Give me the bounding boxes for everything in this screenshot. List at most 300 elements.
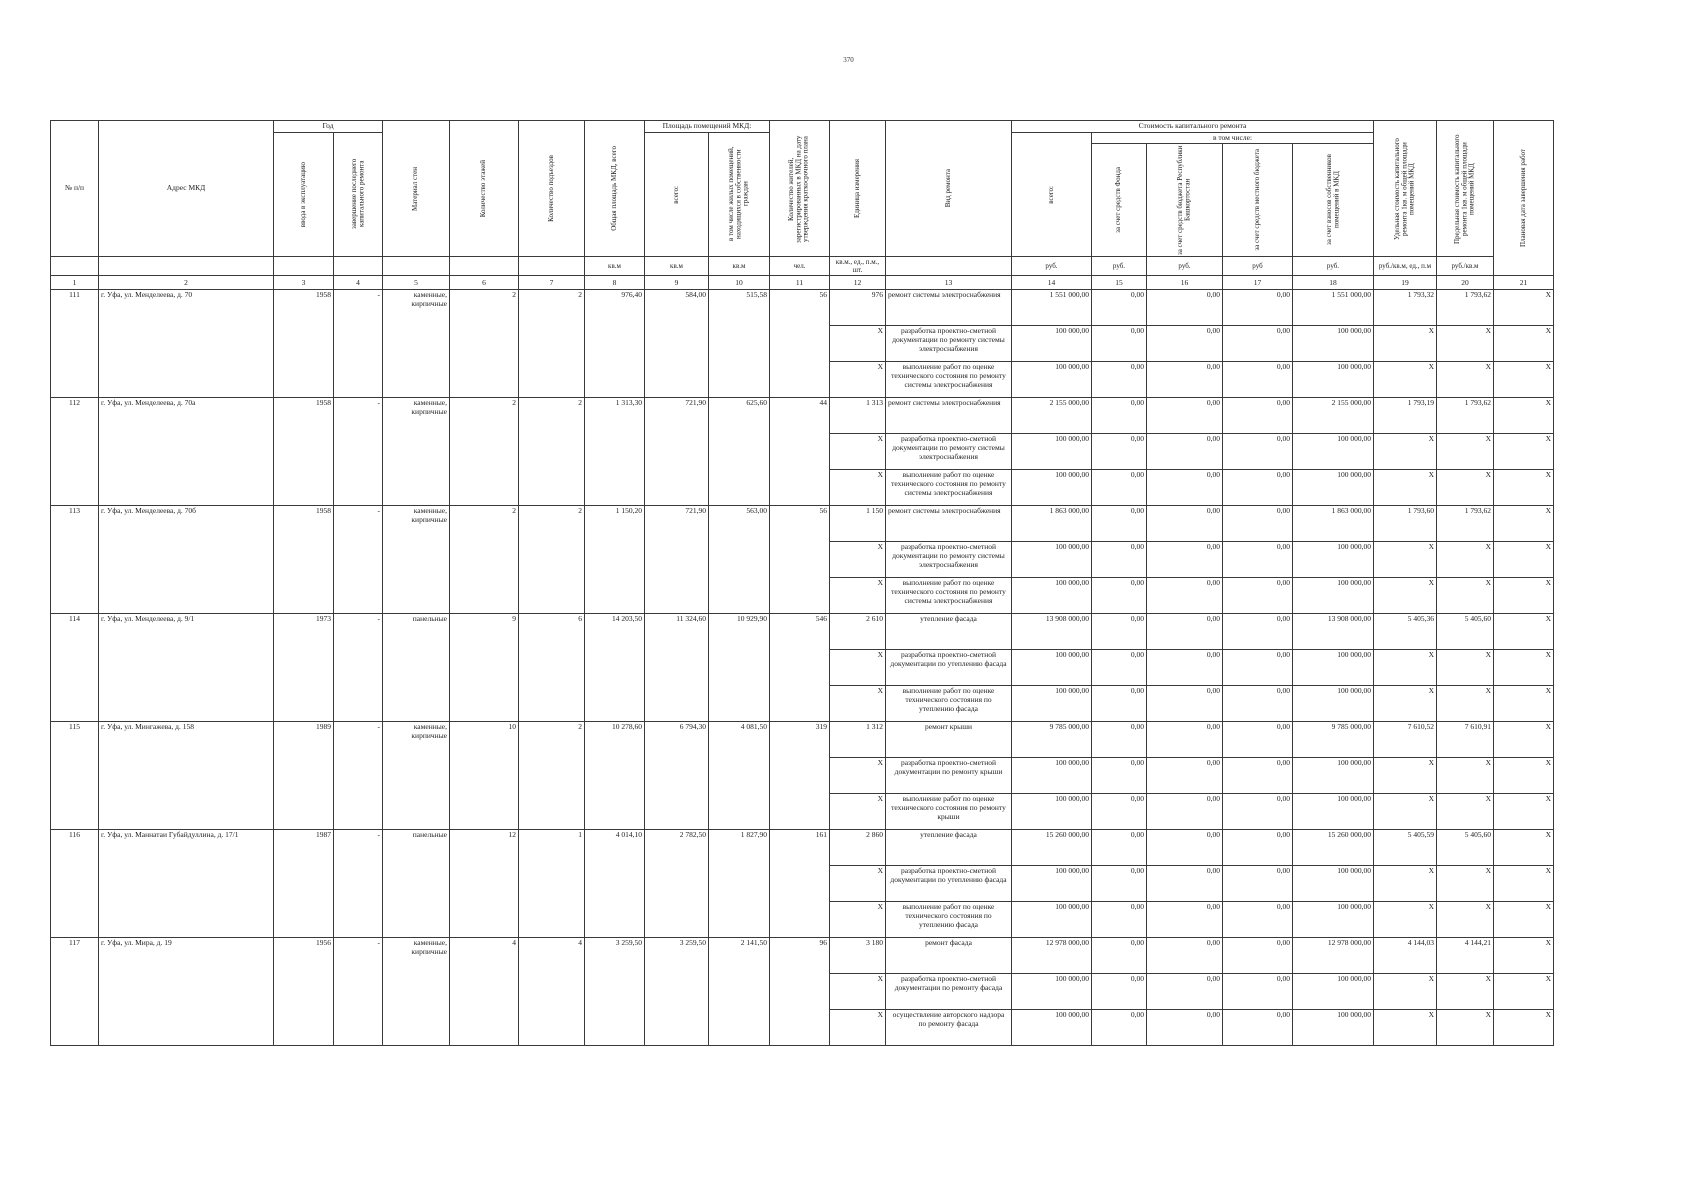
cost-local: 0,00 bbox=[1223, 398, 1293, 434]
cost-local: 0,00 bbox=[1223, 794, 1293, 830]
floors-count: 10 bbox=[450, 722, 519, 830]
repair-type: разработка проектно-сметной документации по ремонту крыши bbox=[886, 758, 1012, 794]
measure-value: X bbox=[830, 794, 886, 830]
measure-value: 3 180 bbox=[830, 938, 886, 974]
limit-cost: X bbox=[1437, 866, 1494, 902]
header-cost-group: Стоимость капитального ремонта bbox=[1012, 121, 1374, 133]
limit-cost: X bbox=[1437, 902, 1494, 938]
column-number: 13 bbox=[886, 276, 1012, 290]
cost-local: 0,00 bbox=[1223, 758, 1293, 794]
year-commission: 1958 bbox=[274, 398, 334, 506]
year-commission: 1989 bbox=[274, 722, 334, 830]
page-number: 370 bbox=[843, 56, 854, 64]
cost-total: 100 000,00 bbox=[1012, 794, 1092, 830]
measure-value: X bbox=[830, 974, 886, 1010]
wall-material: каменные, кирпичные bbox=[383, 398, 450, 506]
cost-owners: 1 863 000,00 bbox=[1293, 506, 1374, 542]
capital-repair-table bbox=[50, 120, 1554, 1046]
repair-type: выполнение работ по оценке технического состояния по ремонту системы электроснабжения bbox=[886, 578, 1012, 614]
header-floors: Количество этажей bbox=[450, 121, 519, 257]
unit-cost-local: руб bbox=[1223, 257, 1293, 276]
cost-total: 100 000,00 bbox=[1012, 542, 1092, 578]
column-number: 12 bbox=[830, 276, 886, 290]
repair-type: ремонт системы электроснабжения bbox=[886, 290, 1012, 326]
area-all: 721,90 bbox=[645, 398, 709, 506]
completion-date: X bbox=[1494, 974, 1554, 1010]
year-last-repair: - bbox=[334, 290, 383, 398]
repair-type: разработка проектно-сметной документации по ремонту системы электроснабжения bbox=[886, 326, 1012, 362]
cost-fund: 0,00 bbox=[1092, 722, 1147, 758]
year-last-repair: - bbox=[334, 722, 383, 830]
cost-total: 12 978 000,00 bbox=[1012, 938, 1092, 974]
completion-date: X bbox=[1494, 290, 1554, 326]
area-owned: 1 827,90 bbox=[709, 830, 770, 938]
repair-type: разработка проектно-сметной документации по утеплению фасада bbox=[886, 866, 1012, 902]
row-number: 117 bbox=[51, 938, 99, 1046]
cost-owners: 15 260 000,00 bbox=[1293, 830, 1374, 866]
cost-owners: 100 000,00 bbox=[1293, 542, 1374, 578]
cost-republic: 0,00 bbox=[1147, 326, 1223, 362]
cost-republic: 0,00 bbox=[1147, 398, 1223, 434]
cost-owners: 100 000,00 bbox=[1293, 434, 1374, 470]
completion-date: X bbox=[1494, 722, 1554, 758]
row-number: 112 bbox=[51, 398, 99, 506]
measure-value: X bbox=[830, 686, 886, 722]
column-number: 8 bbox=[585, 276, 645, 290]
area-owned: 563,00 bbox=[709, 506, 770, 614]
cost-republic: 0,00 bbox=[1147, 974, 1223, 1010]
column-number: 20 bbox=[1437, 276, 1494, 290]
specific-cost: X bbox=[1374, 542, 1437, 578]
cost-owners: 100 000,00 bbox=[1293, 866, 1374, 902]
total-area: 976,40 bbox=[585, 290, 645, 398]
cost-fund: 0,00 bbox=[1092, 506, 1147, 542]
cost-fund: 0,00 bbox=[1092, 686, 1147, 722]
area-all: 6 794,30 bbox=[645, 722, 709, 830]
cost-total: 100 000,00 bbox=[1012, 578, 1092, 614]
completion-date: X bbox=[1494, 902, 1554, 938]
completion-date: X bbox=[1494, 650, 1554, 686]
cost-fund: 0,00 bbox=[1092, 902, 1147, 938]
cost-local: 0,00 bbox=[1223, 290, 1293, 326]
cost-local: 0,00 bbox=[1223, 722, 1293, 758]
measure-value: X bbox=[830, 866, 886, 902]
residents-count: 161 bbox=[770, 830, 830, 938]
cost-total: 1 551 000,00 bbox=[1012, 290, 1092, 326]
specific-cost: X bbox=[1374, 470, 1437, 506]
cost-fund: 0,00 bbox=[1092, 938, 1147, 974]
cost-republic: 0,00 bbox=[1147, 722, 1223, 758]
measure-value: 1 313 bbox=[830, 398, 886, 434]
cost-owners: 100 000,00 bbox=[1293, 326, 1374, 362]
measure-value: X bbox=[830, 542, 886, 578]
repair-type: разработка проектно-сметной документации по ремонту фасада bbox=[886, 974, 1012, 1010]
entrances-count: 4 bbox=[519, 938, 585, 1046]
measure-value: X bbox=[830, 758, 886, 794]
repair-type: выполнение работ по оценке технического состояния по ремонту крыши bbox=[886, 794, 1012, 830]
entrances-count: 6 bbox=[519, 614, 585, 722]
specific-cost: X bbox=[1374, 974, 1437, 1010]
building-address: г. Уфа, ул. Менделеева, д. 70 bbox=[99, 290, 274, 398]
limit-cost: X bbox=[1437, 974, 1494, 1010]
cost-owners: 100 000,00 bbox=[1293, 794, 1374, 830]
repair-type: разработка проектно-сметной документации по утеплению фасада bbox=[886, 650, 1012, 686]
residents-count: 44 bbox=[770, 398, 830, 506]
column-number: 6 bbox=[450, 276, 519, 290]
year-last-repair: - bbox=[334, 938, 383, 1046]
limit-cost: 4 144,21 bbox=[1437, 938, 1494, 974]
entrances-count: 2 bbox=[519, 506, 585, 614]
column-number: 21 bbox=[1494, 276, 1554, 290]
measure-value: X bbox=[830, 902, 886, 938]
column-number: 2 bbox=[99, 276, 274, 290]
cost-total: 100 000,00 bbox=[1012, 326, 1092, 362]
limit-cost: X bbox=[1437, 470, 1494, 506]
cost-owners: 100 000,00 bbox=[1293, 902, 1374, 938]
table-row bbox=[51, 506, 1554, 542]
column-number: 18 bbox=[1293, 276, 1374, 290]
cost-local: 0,00 bbox=[1223, 866, 1293, 902]
cost-republic: 0,00 bbox=[1147, 614, 1223, 650]
row-number: 114 bbox=[51, 614, 99, 722]
cost-owners: 9 785 000,00 bbox=[1293, 722, 1374, 758]
building-address: г. Уфа, ул. Менделеева, д. 70а bbox=[99, 398, 274, 506]
completion-date: X bbox=[1494, 686, 1554, 722]
completion-date: X bbox=[1494, 614, 1554, 650]
residents-count: 319 bbox=[770, 722, 830, 830]
cost-republic: 0,00 bbox=[1147, 866, 1223, 902]
floors-count: 2 bbox=[450, 290, 519, 398]
specific-cost: X bbox=[1374, 434, 1437, 470]
cost-fund: 0,00 bbox=[1092, 830, 1147, 866]
specific-cost: 4 144,03 bbox=[1374, 938, 1437, 974]
specific-cost: 1 793,32 bbox=[1374, 290, 1437, 326]
column-number: 4 bbox=[334, 276, 383, 290]
measure-value: 976 bbox=[830, 290, 886, 326]
cost-owners: 100 000,00 bbox=[1293, 650, 1374, 686]
total-area: 1 150,20 bbox=[585, 506, 645, 614]
header-repair-type: Вид ремонта bbox=[886, 121, 1012, 257]
specific-cost: 5 405,59 bbox=[1374, 830, 1437, 866]
completion-date: X bbox=[1494, 434, 1554, 470]
header-completion-date: Плановая дата завершения работ bbox=[1494, 121, 1554, 276]
cost-republic: 0,00 bbox=[1147, 470, 1223, 506]
cost-republic: 0,00 bbox=[1147, 938, 1223, 974]
area-all: 2 782,50 bbox=[645, 830, 709, 938]
repair-type: ремонт фасада bbox=[886, 938, 1012, 974]
limit-cost: X bbox=[1437, 650, 1494, 686]
unit-cost-owners: руб. bbox=[1293, 257, 1374, 276]
area-all: 584,00 bbox=[645, 290, 709, 398]
column-number: 15 bbox=[1092, 276, 1147, 290]
residents-count: 96 bbox=[770, 938, 830, 1046]
specific-cost: 5 405,36 bbox=[1374, 614, 1437, 650]
specific-cost: X bbox=[1374, 362, 1437, 398]
cost-total: 100 000,00 bbox=[1012, 650, 1092, 686]
limit-cost: 1 793,62 bbox=[1437, 506, 1494, 542]
row-number: 113 bbox=[51, 506, 99, 614]
unit-cost-republic: руб. bbox=[1147, 257, 1223, 276]
cost-fund: 0,00 bbox=[1092, 542, 1147, 578]
completion-date: X bbox=[1494, 1010, 1554, 1046]
limit-cost: X bbox=[1437, 758, 1494, 794]
header-area-all: всего: bbox=[645, 132, 709, 257]
year-last-repair: - bbox=[334, 830, 383, 938]
measure-value: 2 860 bbox=[830, 830, 886, 866]
wall-material: каменные, кирпичные bbox=[383, 506, 450, 614]
completion-date: X bbox=[1494, 578, 1554, 614]
cost-local: 0,00 bbox=[1223, 542, 1293, 578]
limit-cost: X bbox=[1437, 794, 1494, 830]
header-cost-fund: за счет средств Фонда bbox=[1092, 144, 1147, 257]
year-last-repair: - bbox=[334, 398, 383, 506]
residents-count: 56 bbox=[770, 290, 830, 398]
cost-local: 0,00 bbox=[1223, 902, 1293, 938]
wall-material: панельные bbox=[383, 614, 450, 722]
cost-fund: 0,00 bbox=[1092, 362, 1147, 398]
cost-total: 100 000,00 bbox=[1012, 686, 1092, 722]
cost-owners: 2 155 000,00 bbox=[1293, 398, 1374, 434]
cost-republic: 0,00 bbox=[1147, 686, 1223, 722]
total-area: 14 203,50 bbox=[585, 614, 645, 722]
cost-total: 15 260 000,00 bbox=[1012, 830, 1092, 866]
cost-republic: 0,00 bbox=[1147, 650, 1223, 686]
specific-cost: X bbox=[1374, 326, 1437, 362]
cost-total: 100 000,00 bbox=[1012, 974, 1092, 1010]
cost-owners: 100 000,00 bbox=[1293, 758, 1374, 794]
table-body bbox=[51, 290, 1554, 1046]
cost-owners: 100 000,00 bbox=[1293, 686, 1374, 722]
header-cost-owners: за счет взносов собственников помещений в МКД bbox=[1293, 144, 1374, 257]
cost-local: 0,00 bbox=[1223, 686, 1293, 722]
repair-type: разработка проектно-сметной документации по ремонту системы электроснабжения bbox=[886, 434, 1012, 470]
building-address: г. Уфа, ул. Мингажева, д. 158 bbox=[99, 722, 274, 830]
cost-total: 100 000,00 bbox=[1012, 1010, 1092, 1046]
limit-cost: 7 610,91 bbox=[1437, 722, 1494, 758]
year-commission: 1956 bbox=[274, 938, 334, 1046]
cost-local: 0,00 bbox=[1223, 1010, 1293, 1046]
entrances-count: 2 bbox=[519, 290, 585, 398]
cost-total: 13 908 000,00 bbox=[1012, 614, 1092, 650]
column-number: 11 bbox=[770, 276, 830, 290]
specific-cost: 7 610,52 bbox=[1374, 722, 1437, 758]
repair-type: выполнение работ по оценке технического состояния по ремонту системы электроснабжения bbox=[886, 470, 1012, 506]
cost-owners: 1 551 000,00 bbox=[1293, 290, 1374, 326]
column-number: 16 bbox=[1147, 276, 1223, 290]
cost-fund: 0,00 bbox=[1092, 398, 1147, 434]
cost-owners: 12 978 000,00 bbox=[1293, 938, 1374, 974]
limit-cost: 5 405,60 bbox=[1437, 614, 1494, 650]
header-cost-local: за счет средств местного бюджета bbox=[1223, 144, 1293, 257]
wall-material: каменные, кирпичные bbox=[383, 938, 450, 1046]
header-including: в том числе: bbox=[1092, 132, 1374, 144]
cost-republic: 0,00 bbox=[1147, 1010, 1223, 1046]
unit-specific: руб./кв.м, ед., п.м bbox=[1374, 257, 1437, 276]
repair-type: ремонт системы электроснабжения bbox=[886, 506, 1012, 542]
completion-date: X bbox=[1494, 362, 1554, 398]
cost-republic: 0,00 bbox=[1147, 830, 1223, 866]
building-address: г. Уфа, ул. Менделеева, д. 9/1 bbox=[99, 614, 274, 722]
total-area: 3 259,50 bbox=[585, 938, 645, 1046]
limit-cost: X bbox=[1437, 542, 1494, 578]
header-specific-cost: Удельная стоимость капитального ремонта 1кв. м общей площади помещений МКД bbox=[1374, 121, 1437, 257]
cost-owners: 100 000,00 bbox=[1293, 1010, 1374, 1046]
wall-material: каменные, кирпичные bbox=[383, 290, 450, 398]
cost-fund: 0,00 bbox=[1092, 1010, 1147, 1046]
measure-value: X bbox=[830, 326, 886, 362]
building-address: г. Уфа, ул. Менделеева, д. 70б bbox=[99, 506, 274, 614]
header-cost-republic: за счет средств бюджета Республики Башкортостан bbox=[1147, 144, 1223, 257]
header-year-group: Год bbox=[274, 121, 383, 133]
completion-date: X bbox=[1494, 470, 1554, 506]
cost-local: 0,00 bbox=[1223, 470, 1293, 506]
header-total-area: Общая площадь МКД, всего bbox=[585, 121, 645, 257]
completion-date: X bbox=[1494, 794, 1554, 830]
table-row bbox=[51, 614, 1554, 650]
repair-type: выполнение работ по оценке технического состояния по утеплению фасада bbox=[886, 902, 1012, 938]
area-owned: 2 141,50 bbox=[709, 938, 770, 1046]
area-owned: 4 081,50 bbox=[709, 722, 770, 830]
header-residents: Количество жителей, зарегистрированных в МКД на дату утверждения краткосрочного плана bbox=[770, 121, 830, 257]
table-row bbox=[51, 398, 1554, 434]
year-last-repair: - bbox=[334, 506, 383, 614]
column-number: 14 bbox=[1012, 276, 1092, 290]
unit-cost-total: руб. bbox=[1012, 257, 1092, 276]
residents-count: 546 bbox=[770, 614, 830, 722]
entrances-count: 1 bbox=[519, 830, 585, 938]
area-owned: 625,60 bbox=[709, 398, 770, 506]
repair-type: утепление фасада bbox=[886, 614, 1012, 650]
specific-cost: X bbox=[1374, 902, 1437, 938]
completion-date: X bbox=[1494, 938, 1554, 974]
unit-residents: чел. bbox=[770, 257, 830, 276]
limit-cost: 5 405,60 bbox=[1437, 830, 1494, 866]
cost-owners: 100 000,00 bbox=[1293, 470, 1374, 506]
column-number: 5 bbox=[383, 276, 450, 290]
cost-owners: 100 000,00 bbox=[1293, 974, 1374, 1010]
header-wall-material: Материал стен bbox=[383, 121, 450, 257]
units-row bbox=[51, 257, 1554, 276]
table-row bbox=[51, 938, 1554, 974]
measure-value: X bbox=[830, 650, 886, 686]
header-num: № п/п bbox=[51, 121, 99, 257]
table-row bbox=[51, 830, 1554, 866]
unit-area-owned: кв.м bbox=[709, 257, 770, 276]
cost-owners: 100 000,00 bbox=[1293, 362, 1374, 398]
wall-material: панельные bbox=[383, 830, 450, 938]
cost-republic: 0,00 bbox=[1147, 902, 1223, 938]
column-number: 17 bbox=[1223, 276, 1293, 290]
building-address: г. Уфа, ул. Маннатаи Губайдуллина, д. 17/1 bbox=[99, 830, 274, 938]
column-number: 1 bbox=[51, 276, 99, 290]
cost-fund: 0,00 bbox=[1092, 290, 1147, 326]
floors-count: 9 bbox=[450, 614, 519, 722]
column-number: 19 bbox=[1374, 276, 1437, 290]
header-limit-cost: Предельная стоимость капитального ремонта 1кв. м общей площади помещений МКД bbox=[1437, 121, 1494, 257]
cost-total: 2 155 000,00 bbox=[1012, 398, 1092, 434]
building-address: г. Уфа, ул. Мира, д. 19 bbox=[99, 938, 274, 1046]
area-all: 3 259,50 bbox=[645, 938, 709, 1046]
year-last-repair: - bbox=[334, 614, 383, 722]
cost-local: 0,00 bbox=[1223, 578, 1293, 614]
cost-fund: 0,00 bbox=[1092, 650, 1147, 686]
year-commission: 1958 bbox=[274, 290, 334, 398]
specific-cost: X bbox=[1374, 794, 1437, 830]
row-number: 111 bbox=[51, 290, 99, 398]
measure-value: 1 312 bbox=[830, 722, 886, 758]
cost-republic: 0,00 bbox=[1147, 362, 1223, 398]
cost-owners: 13 908 000,00 bbox=[1293, 614, 1374, 650]
completion-date: X bbox=[1494, 326, 1554, 362]
floors-count: 12 bbox=[450, 830, 519, 938]
limit-cost: 1 793,62 bbox=[1437, 290, 1494, 326]
cost-fund: 0,00 bbox=[1092, 758, 1147, 794]
cost-total: 100 000,00 bbox=[1012, 434, 1092, 470]
cost-fund: 0,00 bbox=[1092, 470, 1147, 506]
cost-owners: 100 000,00 bbox=[1293, 578, 1374, 614]
entrances-count: 2 bbox=[519, 722, 585, 830]
cost-total: 100 000,00 bbox=[1012, 866, 1092, 902]
column-number: 3 bbox=[274, 276, 334, 290]
unit-measure: кв.м., ед., п.м., шт. bbox=[830, 257, 886, 276]
wall-material: каменные, кирпичные bbox=[383, 722, 450, 830]
cost-fund: 0,00 bbox=[1092, 578, 1147, 614]
repair-type: разработка проектно-сметной документации по ремонту системы электроснабжения bbox=[886, 542, 1012, 578]
cost-republic: 0,00 bbox=[1147, 506, 1223, 542]
limit-cost: X bbox=[1437, 686, 1494, 722]
total-area: 10 278,60 bbox=[585, 722, 645, 830]
cost-republic: 0,00 bbox=[1147, 434, 1223, 470]
repair-type: выполнение работ по оценке технического состояния по утеплению фасада bbox=[886, 686, 1012, 722]
cost-republic: 0,00 bbox=[1147, 290, 1223, 326]
cost-total: 1 863 000,00 bbox=[1012, 506, 1092, 542]
cost-republic: 0,00 bbox=[1147, 578, 1223, 614]
unit-cost-fund: руб. bbox=[1092, 257, 1147, 276]
limit-cost: X bbox=[1437, 1010, 1494, 1046]
specific-cost: X bbox=[1374, 758, 1437, 794]
cost-republic: 0,00 bbox=[1147, 758, 1223, 794]
specific-cost: X bbox=[1374, 578, 1437, 614]
header-address: Адрес МКД bbox=[99, 121, 274, 257]
cost-local: 0,00 bbox=[1223, 650, 1293, 686]
year-commission: 1973 bbox=[274, 614, 334, 722]
cost-total: 100 000,00 bbox=[1012, 758, 1092, 794]
limit-cost: X bbox=[1437, 434, 1494, 470]
completion-date: X bbox=[1494, 506, 1554, 542]
completion-date: X bbox=[1494, 830, 1554, 866]
cost-local: 0,00 bbox=[1223, 830, 1293, 866]
column-number: 7 bbox=[519, 276, 585, 290]
cost-local: 0,00 bbox=[1223, 614, 1293, 650]
measure-value: X bbox=[830, 578, 886, 614]
floors-count: 2 bbox=[450, 398, 519, 506]
cost-local: 0,00 bbox=[1223, 362, 1293, 398]
header-unit: Единица измерения bbox=[830, 121, 886, 257]
completion-date: X bbox=[1494, 398, 1554, 434]
limit-cost: 1 793,62 bbox=[1437, 398, 1494, 434]
specific-cost: 1 793,19 bbox=[1374, 398, 1437, 434]
cost-total: 100 000,00 bbox=[1012, 470, 1092, 506]
column-number: 9 bbox=[645, 276, 709, 290]
measure-value: X bbox=[830, 1010, 886, 1046]
column-number: 10 bbox=[709, 276, 770, 290]
specific-cost: 1 793,60 bbox=[1374, 506, 1437, 542]
specific-cost: X bbox=[1374, 1010, 1437, 1046]
specific-cost: X bbox=[1374, 650, 1437, 686]
year-commission: 1958 bbox=[274, 506, 334, 614]
header-area-group: Площадь помещений МКД: bbox=[645, 121, 770, 133]
cost-total: 100 000,00 bbox=[1012, 902, 1092, 938]
